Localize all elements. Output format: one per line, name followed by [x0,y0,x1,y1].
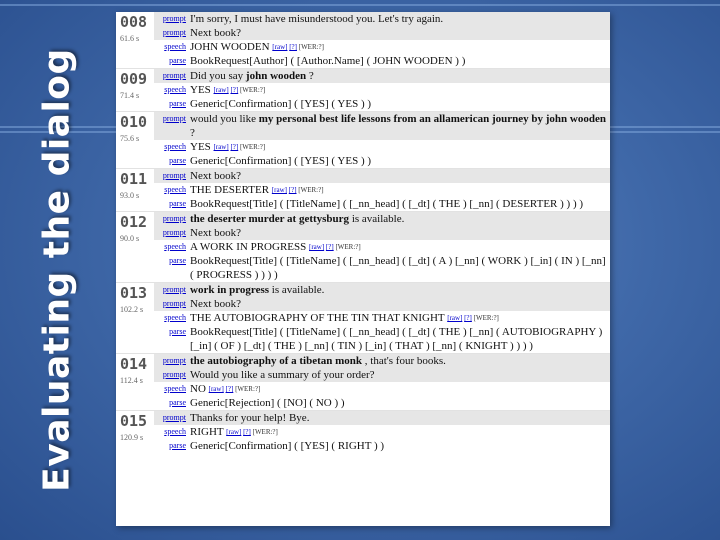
turn-header [116,169,154,211]
prompt-text-segment: Next book? [190,298,242,310]
prompt-text-bold: john wooden [245,70,307,82]
speech-row [154,140,610,154]
prompt-text-bold: my personal best life lessons from an allamerican journey by john wooden [258,113,606,125]
wer-link[interactable]: [?] [243,428,251,436]
wer-score: [WER:?] [252,428,278,436]
speech-text [190,240,610,254]
speech-text [190,382,610,396]
parse-row [154,254,610,282]
parse-link[interactable]: parse [169,327,186,336]
prompt-row [154,169,610,183]
prompt-text [190,368,610,382]
prompt-text-bold: work in progress [190,284,270,296]
speech-link[interactable]: speech [164,384,186,393]
turn-number: 008 [120,13,148,31]
turn-timestamp: 61.6 s [120,34,140,43]
raw-audio-link[interactable]: [raw] [309,243,325,251]
dialog-turn [116,111,610,168]
speech-meta [214,143,266,151]
parse-value: BookRequest[Title] ( [TitleName] ( [_nn_head] ( [_dt] ( THE ) [_nn] ( DESERTER ) ) ) ) [190,198,584,210]
parse-text [190,54,610,68]
prompt-text [190,226,610,240]
prompt-text-segment: is available. [349,213,405,225]
prompt-text [190,12,610,26]
speech-meta [447,314,499,322]
parse-link[interactable]: parse [169,398,186,407]
raw-audio-link[interactable]: [raw] [213,143,229,151]
prompt-text-bold: the autobiography of a tibetan monk [190,355,363,367]
prompt-text-bold: the deserter murder at gettysburg [190,213,350,225]
prompt-row [154,354,610,368]
turn-timestamp: 93.0 s [120,191,140,200]
prompt-row [154,69,610,83]
parse-row [154,439,610,453]
speech-text [190,40,610,54]
speech-meta [209,385,261,393]
parse-link[interactable]: parse [169,199,186,208]
prompt-row [154,411,610,425]
turn-timestamp: 120.9 s [120,433,144,442]
speech-row [154,40,610,54]
prompt-link[interactable]: prompt [162,14,186,23]
speech-link[interactable]: speech [164,142,186,151]
parse-link[interactable]: parse [169,441,186,450]
raw-audio-link[interactable]: [raw] [226,428,242,436]
wer-score: [WER:?] [239,143,266,151]
parse-link[interactable]: parse [169,256,186,265]
prompt-link[interactable]: prompt [162,413,186,422]
turn-number: 012 [120,213,148,231]
speech-text [190,140,610,154]
parse-row [154,154,610,168]
parse-row [154,97,610,111]
raw-audio-link[interactable]: [raw] [272,43,288,51]
raw-audio-link[interactable]: [raw] [271,186,287,194]
parse-value: BookRequest[Title] ( [TitleName] ( [_nn_head] ( [_dt] ( THE ) [_nn] ( AUTOBIOGRAPHY ) [_in] ( OF ) [_dt] ( THE ) [_nn] ( TIN ) [_in] ( THAT ) [_nn] ( KNIGHT ) ) ) ) [190,326,603,352]
speech-value: THE AUTOBIOGRAPHY OF THE TIN THAT KNIGHT [190,312,445,324]
speech-value: JOHN WOODEN [190,41,270,53]
wer-score: [WER:?] [335,243,361,251]
turn-number: 010 [120,113,148,131]
prompt-link[interactable]: prompt [162,28,186,37]
speech-text [190,425,610,439]
parse-row [154,197,610,211]
wer-link[interactable]: [?] [225,385,234,393]
turn-timestamp: 90.0 s [120,234,140,243]
dialog-turn [116,68,610,111]
prompt-text [190,283,610,297]
speech-link[interactable]: speech [164,242,186,251]
speech-value: YES [190,141,211,153]
speech-value: A WORK IN PROGRESS [190,241,307,253]
prompt-text [190,411,610,425]
speech-value: NO [190,383,206,395]
wer-link[interactable]: [?] [289,43,297,51]
decorative-line-top [0,4,720,6]
speech-text [190,183,610,197]
prompt-link[interactable]: prompt [162,370,186,379]
speech-meta [214,86,266,94]
speech-row [154,311,610,325]
prompt-row [154,368,610,382]
parse-value: Generic[Rejection] ( [NO] ( NO ) ) [190,397,345,409]
dialog-turn [116,211,610,282]
parse-value: Generic[Confirmation] ( [YES] ( YES ) ) [190,155,372,167]
prompt-text [190,69,610,83]
parse-row [154,325,610,353]
turn-header [116,283,154,353]
prompt-text [190,26,610,40]
wer-score: [WER:?] [298,43,324,51]
prompt-text [190,112,610,140]
raw-audio-link[interactable]: [raw] [213,86,229,94]
speech-row [154,183,610,197]
prompt-link[interactable]: prompt [162,71,186,80]
turn-number: 014 [120,355,148,373]
speech-text [190,83,610,97]
dialog-turn [116,168,610,211]
wer-score: [WER:?] [298,186,324,194]
speech-meta [272,186,324,194]
turn-number: 013 [120,284,148,302]
slide-title: Evaluating the dialog [36,48,78,492]
prompt-text-segment: Thanks for your help! Bye. [190,412,310,424]
parse-value: BookRequest[Author] ( [Author.Name] ( JOHN WOODEN ) ) [190,55,466,67]
prompt-link[interactable]: prompt [162,285,186,294]
slide-title-area [22,48,92,492]
parse-value: Generic[Confirmation] ( [YES] ( YES ) ) [190,98,372,110]
parse-text [190,254,610,282]
turn-header [116,69,154,111]
prompt-link[interactable]: prompt [162,228,186,237]
turn-header [116,112,154,168]
prompt-text [190,297,610,311]
speech-row [154,382,610,396]
prompt-link[interactable]: prompt [162,356,186,365]
wer-link[interactable]: [?] [288,186,297,194]
prompt-text-segment: ? [306,70,314,82]
speech-link[interactable]: speech [164,185,186,194]
speech-meta [309,243,361,251]
speech-value: RIGHT [190,426,224,438]
speech-row [154,240,610,254]
turn-timestamp: 102.2 s [120,305,144,314]
prompt-link[interactable]: prompt [162,214,186,223]
prompt-link[interactable]: prompt [162,299,186,308]
prompt-row [154,26,610,40]
turn-header [116,12,154,68]
wer-score: [WER:?] [235,385,261,393]
speech-value: THE DESERTER [190,184,270,196]
parse-value: BookRequest[Title] ( [TitleName] ( [_nn_head] ( [_dt] ( A ) [_nn] ( WORK ) [_in] ( IN ) [_nn] ( PROGRESS ) ) ) ) [190,255,606,281]
speech-meta [272,43,324,51]
dialog-turn [116,282,610,353]
prompt-link[interactable]: prompt [162,171,186,180]
dialog-turn [116,410,610,453]
prompt-text-segment: Next book? [190,227,242,239]
speech-value: YES [190,84,211,96]
speech-meta [226,428,278,436]
turn-header [116,212,154,282]
parse-text [190,325,610,353]
prompt-row [154,112,610,140]
wer-link[interactable]: [?] [464,314,472,322]
prompt-text-segment: is available. [269,284,325,296]
prompt-text-segment: , that's four books. [362,355,446,367]
speech-link[interactable]: speech [164,42,186,51]
wer-score: [WER:?] [239,86,266,94]
parse-text [190,154,610,168]
parse-row [154,54,610,68]
parse-text [190,97,610,111]
turn-header [116,354,154,410]
prompt-row [154,226,610,240]
prompt-text-segment: I'm sorry, I must have misunderstood you. Let's try again. [190,13,444,25]
raw-audio-link[interactable]: [raw] [208,385,224,393]
speech-link[interactable]: speech [164,427,186,436]
prompt-link[interactable]: prompt [162,114,186,123]
prompt-row [154,12,610,26]
wer-score: [WER:?] [473,314,499,322]
prompt-text-segment: Did you say [190,70,246,82]
dialog-log-panel [116,12,610,526]
dialog-turn [116,12,610,68]
parse-text [190,197,610,211]
wer-link[interactable]: [?] [230,143,239,151]
prompt-text-segment: Would you like a summary of your order? [190,369,375,381]
turn-number: 009 [120,70,148,88]
turn-number: 015 [120,412,148,430]
parse-value: Generic[Confirmation] ( [YES] ( RIGHT ) ) [190,440,385,452]
speech-link[interactable]: speech [164,313,186,322]
prompt-text [190,169,610,183]
prompt-text-segment: would you like [190,113,259,125]
wer-link[interactable]: [?] [325,243,334,251]
parse-link[interactable]: parse [169,99,186,108]
speech-link[interactable]: speech [164,85,186,94]
raw-audio-link[interactable]: [raw] [447,314,463,322]
parse-link[interactable]: parse [169,56,186,65]
parse-row [154,396,610,410]
speech-row [154,83,610,97]
turn-timestamp: 75.6 s [120,134,140,143]
prompt-row [154,283,610,297]
parse-link[interactable]: parse [169,156,186,165]
speech-text [190,311,610,325]
prompt-text-segment: Next book? [190,27,242,39]
turn-timestamp: 112.4 s [120,376,143,385]
prompt-text-segment: ? [190,127,195,139]
prompt-text [190,212,610,226]
parse-text [190,439,610,453]
prompt-row [154,297,610,311]
dialog-turn [116,353,610,410]
speech-row [154,425,610,439]
wer-link[interactable]: [?] [230,86,239,94]
prompt-text [190,354,610,368]
turn-header [116,411,154,453]
prompt-row [154,212,610,226]
turn-timestamp: 71.4 s [120,91,140,100]
parse-text [190,396,610,410]
prompt-text-segment: Next book? [190,170,242,182]
turn-number: 011 [120,170,148,188]
